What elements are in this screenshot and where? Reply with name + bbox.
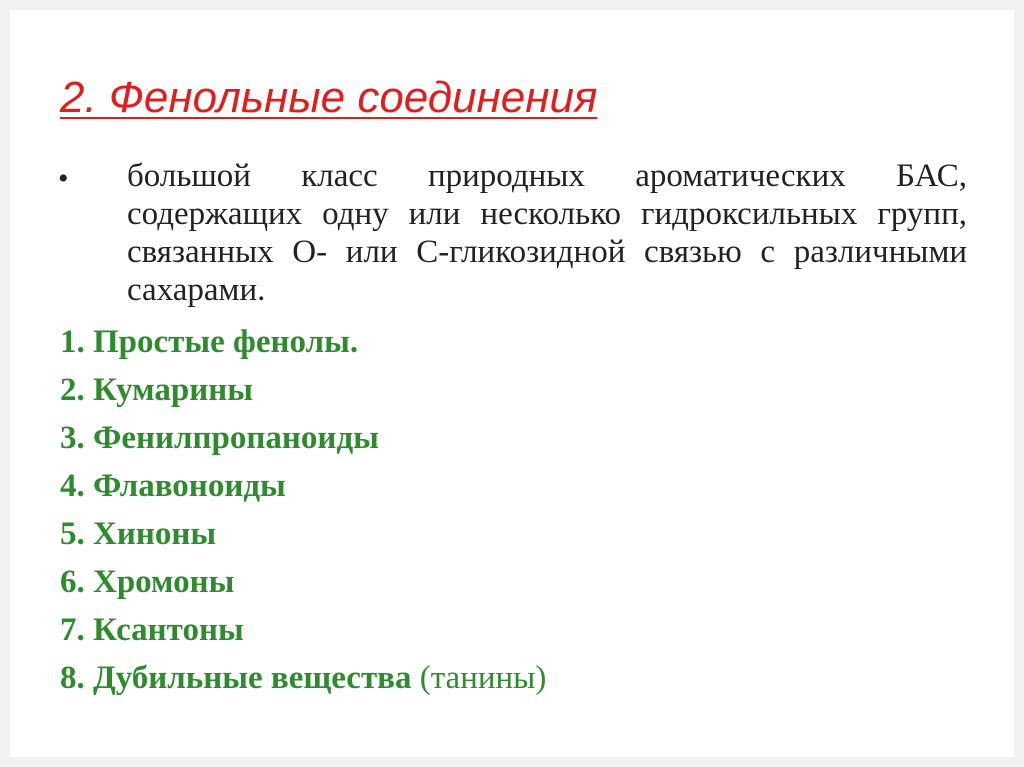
- list-item: [60, 462, 546, 510]
- list-item: [60, 414, 546, 462]
- list-item: [60, 510, 546, 558]
- class-name: 4. Флавоноиды: [60, 468, 286, 504]
- phenolic-classes-list: [60, 318, 546, 702]
- class-name: 2. Кумарины: [60, 372, 254, 408]
- list-item: [60, 366, 546, 414]
- class-name: 8. Дубильные вещества: [60, 660, 412, 696]
- class-name: 7. Ксантоны: [60, 612, 244, 648]
- class-name: 1. Простые фенолы.: [60, 324, 359, 360]
- class-name: 6. Хромоны: [60, 564, 235, 600]
- class-note: (танины): [419, 660, 547, 696]
- class-name: 3. Фенилпропаноиды: [60, 420, 379, 456]
- slide-title: 2. Фенольные соединения: [60, 73, 598, 122]
- list-item: [60, 654, 546, 702]
- list-item: [60, 558, 546, 606]
- bullet-icon: •: [58, 162, 69, 195]
- list-item: [60, 606, 546, 654]
- definition-text: большой класс природных ароматических БАС, содержащих одну или несколько гидроксильных групп, связанных О- или С-гликозидной связью с различными сахарами.: [127, 158, 967, 308]
- list-item: [60, 318, 546, 366]
- class-name: 5. Хиноны: [60, 516, 217, 552]
